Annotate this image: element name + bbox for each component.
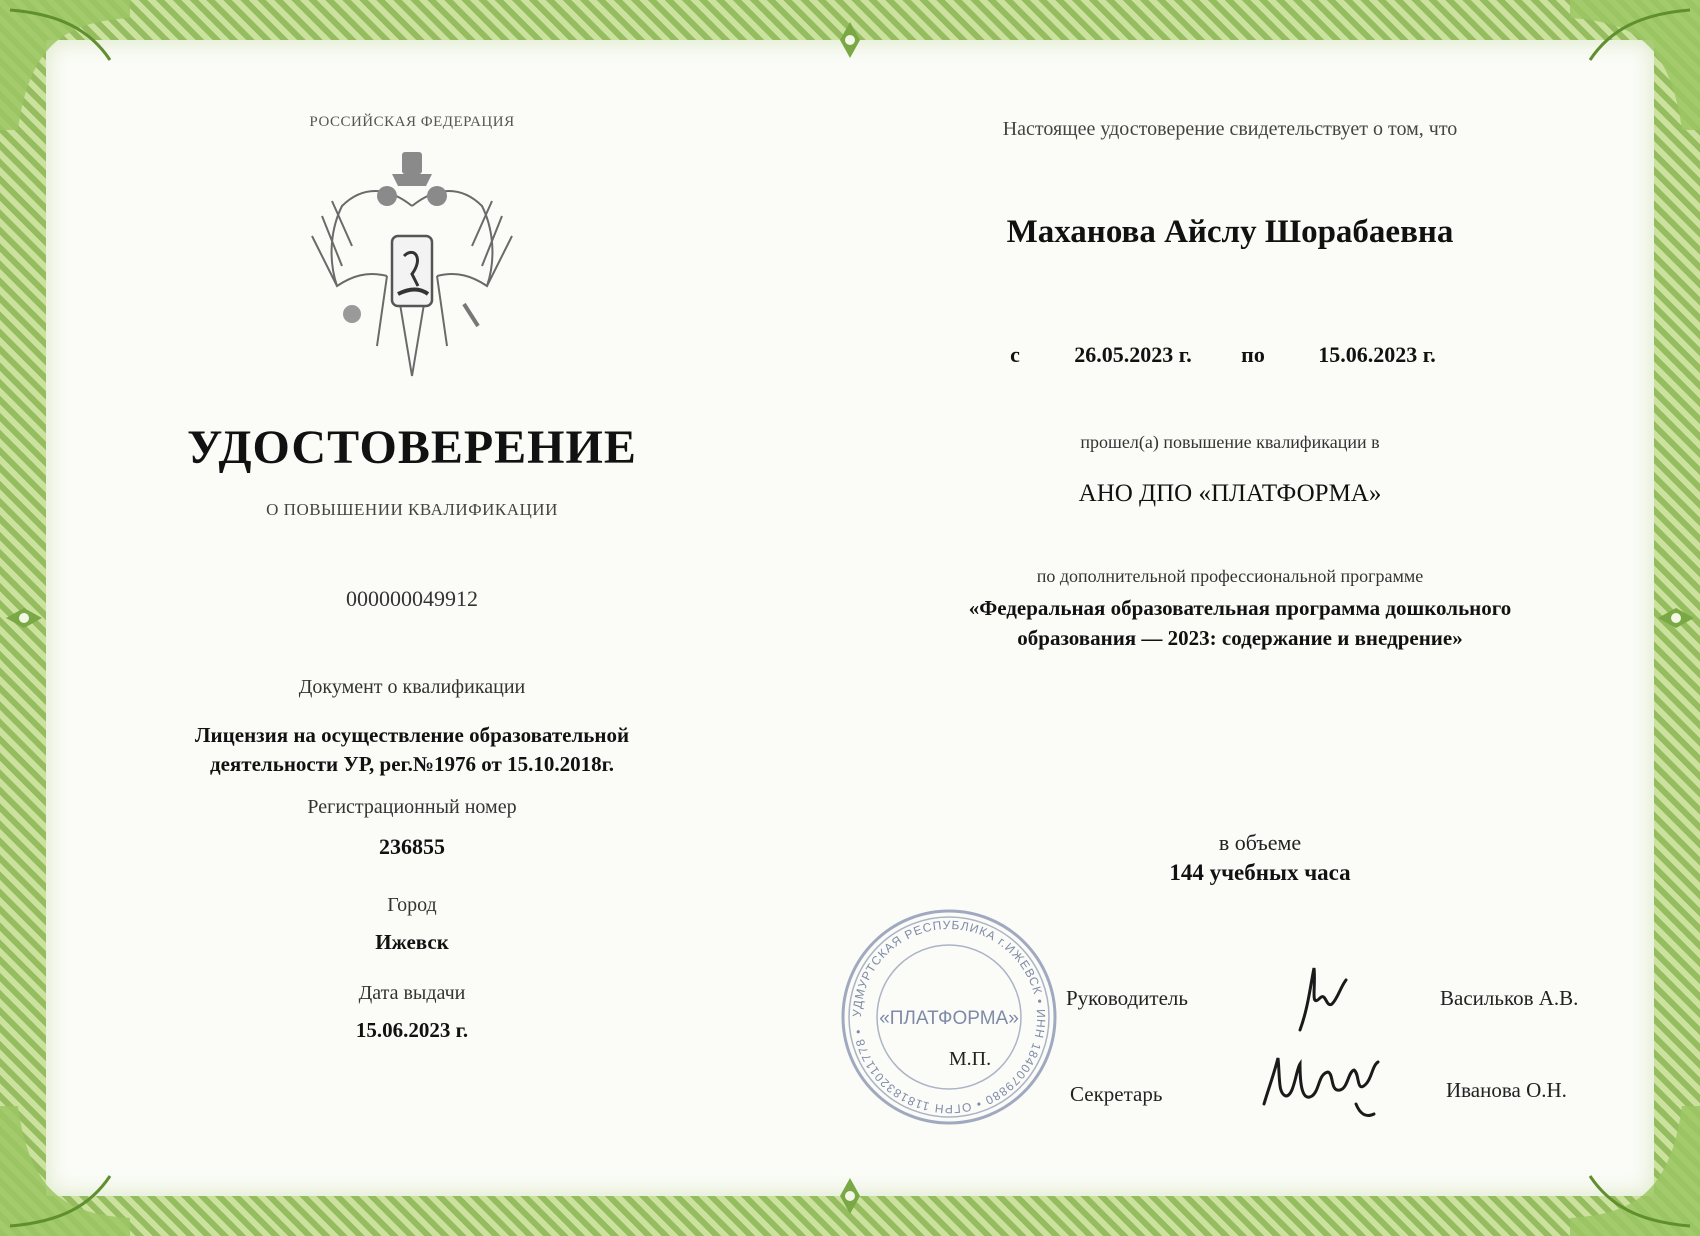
corner-ornament-icon [0,0,130,130]
mp-label: М.П. [948,1048,992,1070]
edge-ornament-icon [4,588,44,648]
reg-number-value: 236855 [379,834,445,859]
from-word: с [1010,342,1020,367]
corner-ornament-icon [1570,1106,1700,1236]
head-name: Васильков А.В. [1440,986,1579,1010]
issue-date-value: 15.06.2023 г. [355,1018,469,1042]
city-label: Город [387,894,437,916]
secretary-signature-icon [1256,1044,1386,1124]
issue-date-label: Дата выдачи [358,982,466,1004]
corner-ornament-icon [1570,0,1700,130]
secretary-role: Секретарь [1070,1082,1163,1106]
stamp-center-text: «ПЛАТФОРМА» [879,1008,1019,1029]
volume-label: в объеме [1218,830,1302,855]
corner-ornament-icon [0,1106,130,1236]
edge-ornament-icon [820,1176,880,1216]
program-line-2: образования — 2023: содержание и внедрение» [1017,626,1463,650]
license-line-2: деятельности УР, рег.№1976 от 15.10.2018г. [209,752,614,776]
edge-ornament-icon [1656,588,1696,648]
stamp-ring-text: УДМУРТСКАЯ РЕСПУБЛИКА г.ИЖЕВСК • ИНН 1840079880 • ОГРН 1181832011778 • [849,917,1049,1117]
organization-stamp-icon [838,906,1060,1128]
document-subtitle: О ПОВЫШЕНИИ КВАЛИФИКАЦИИ [266,500,558,519]
reg-number-label: Регистрационный номер [307,796,517,818]
to-date: 15.06.2023 г. [1318,342,1436,367]
organization-name: АНО ДПО «ПЛАТФОРМА» [1078,480,1382,507]
head-role: Руководитель [1066,986,1188,1010]
license-line-1: Лицензия на осуществление образовательной [194,723,630,747]
recipient-name: Маханова Айслу Шорабаевна [1006,214,1454,250]
secretary-name: Иванова О.Н. [1446,1078,1567,1102]
edge-ornament-icon [820,20,880,60]
document-title: УДОСТОВЕРЕНИЕ [187,421,637,474]
volume-value: 144 учебных часа [1169,860,1351,885]
intro-text: Настоящее удостоверение свидетельствует о том, что [1002,118,1458,140]
city-value: Ижевск [375,930,449,954]
coat-of-arms-icon [292,146,532,386]
passed-text: прошел(а) повышение квалификации в [1080,432,1380,452]
program-label: по дополнительной профессиональной программе [1036,566,1424,586]
to-word: по [1241,342,1265,367]
certificate-number: 000000049912 [346,586,478,611]
country-name: РОССИЙСКАЯ ФЕДЕРАЦИЯ [309,114,515,130]
doc-label: Документ о квалификации [298,676,526,698]
program-line-1: «Федеральная образовательная программа дошкольного [968,596,1512,620]
head-signature-icon [1280,958,1360,1038]
from-date: 26.05.2023 г. [1074,342,1192,367]
